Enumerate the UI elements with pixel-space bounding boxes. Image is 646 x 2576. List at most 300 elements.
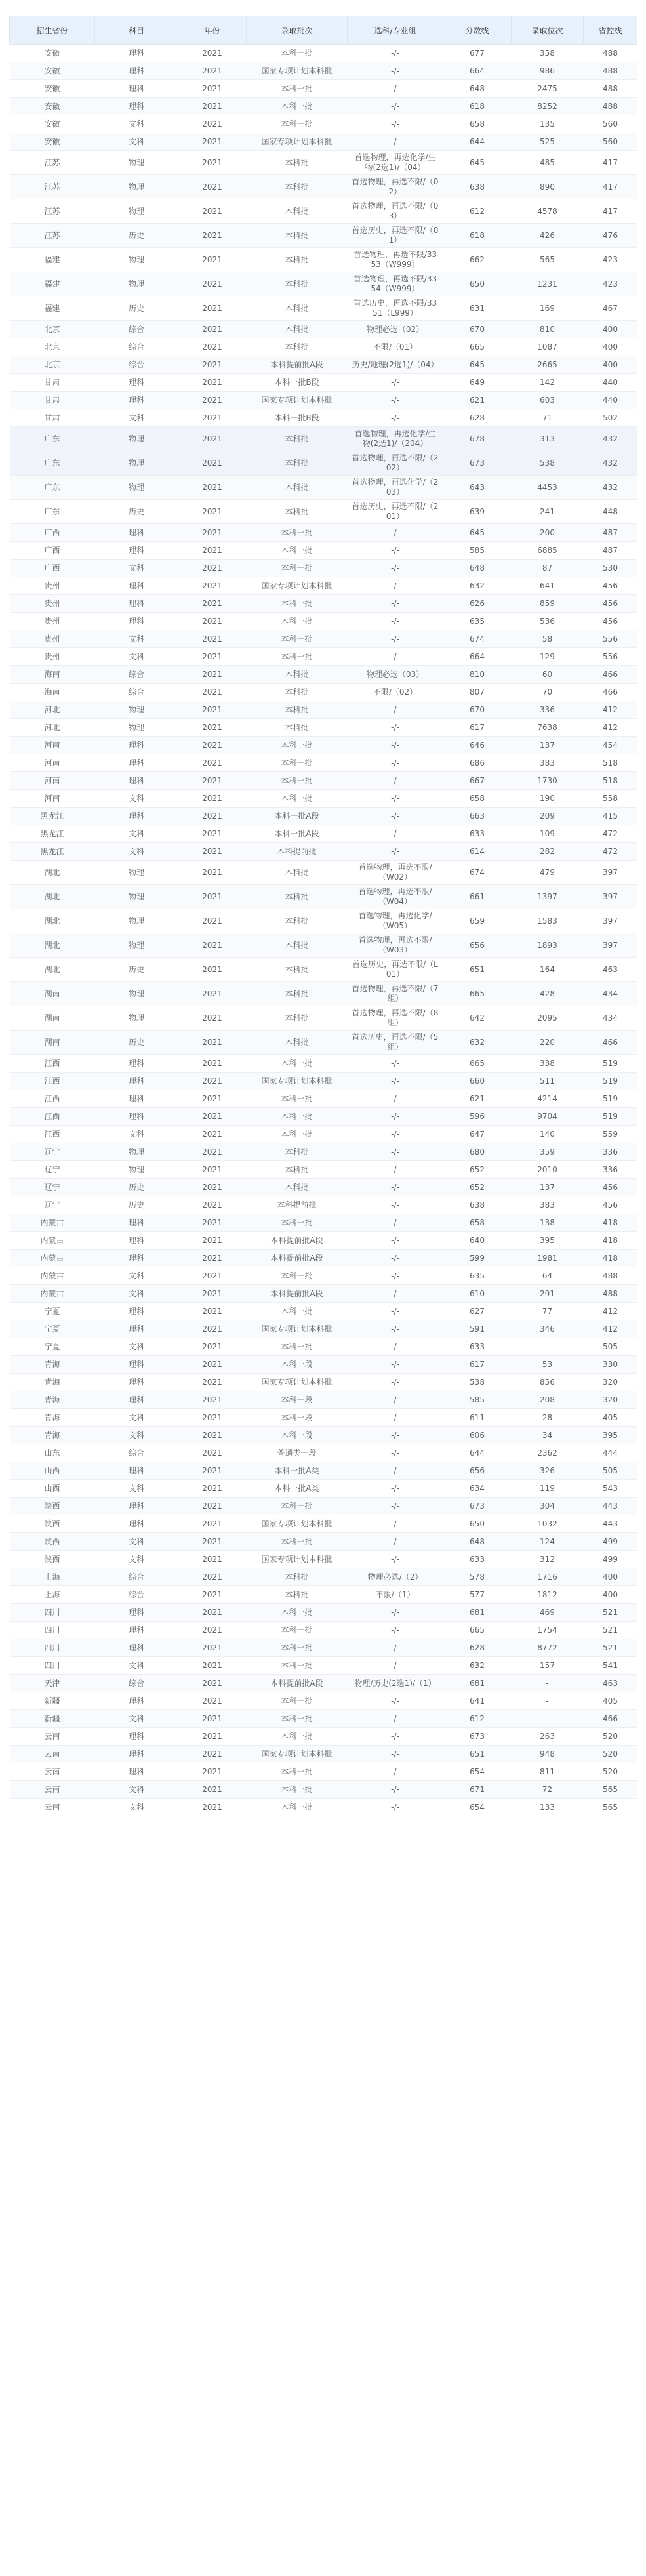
table-cell: 云南: [10, 1781, 95, 1799]
table-cell: 2021: [178, 1710, 247, 1728]
table-cell: 2021: [178, 701, 247, 719]
table-cell: 641: [512, 577, 584, 595]
table-cell: 346: [512, 1320, 584, 1338]
table-row: [10, 1338, 637, 1356]
table-cell: 江西: [10, 1126, 95, 1143]
table-row: [10, 115, 637, 133]
table-cell: 664: [443, 62, 512, 80]
table-cell: 青海: [10, 1409, 95, 1427]
table-cell: 336: [512, 701, 584, 719]
table-cell: 432: [584, 476, 637, 500]
table-cell: 520: [584, 1763, 637, 1781]
table-cell: 理科: [95, 524, 178, 542]
table-cell: 江苏: [10, 199, 95, 224]
table-row: [10, 1391, 637, 1409]
table-row: [10, 885, 637, 909]
table-cell: -: [512, 1710, 584, 1728]
table-cell: 理科: [95, 1108, 178, 1126]
table-cell: 400: [584, 356, 637, 374]
table-cell: 2021: [178, 1498, 247, 1515]
table-row: [10, 1657, 637, 1675]
table-cell: 1087: [512, 338, 584, 356]
table-cell: 674: [443, 861, 512, 885]
table-cell: 418: [584, 1250, 637, 1267]
table-cell: 444: [584, 1444, 637, 1462]
table-cell: 本科批: [247, 500, 348, 524]
table-cell: 理科: [95, 754, 178, 772]
table-cell: 133: [512, 1799, 584, 1816]
table-cell: 2021: [178, 1108, 247, 1126]
table-row: [10, 613, 637, 630]
table-row: [10, 1006, 637, 1031]
table-cell: 665: [443, 1055, 512, 1073]
table-cell: 文科: [95, 560, 178, 577]
table-cell: -/-: [348, 62, 443, 80]
table-cell: -/-: [348, 1781, 443, 1799]
table-cell: 首选物理，再选不限/（202）: [348, 451, 443, 476]
table-cell: 广东: [10, 500, 95, 524]
table-cell: 645: [443, 524, 512, 542]
table-row: [10, 1303, 637, 1320]
table-cell: 文科: [95, 1551, 178, 1568]
table-row: [10, 595, 637, 613]
table-cell: 历史: [95, 224, 178, 248]
table-cell: 2021: [178, 1427, 247, 1444]
table-cell: 2021: [178, 524, 247, 542]
table-cell: 理科: [95, 1374, 178, 1391]
table-row: [10, 1196, 637, 1214]
table-row: [10, 1108, 637, 1126]
table-cell: 本科批: [247, 701, 348, 719]
table-cell: 理科: [95, 1604, 178, 1622]
table-cell: 理科: [95, 1320, 178, 1338]
table-cell: 2021: [178, 790, 247, 808]
table-cell: 648: [443, 80, 512, 98]
table-row: [10, 1320, 637, 1338]
table-cell: 辽宁: [10, 1179, 95, 1196]
table-cell: -/-: [348, 737, 443, 754]
table-cell: 397: [584, 933, 637, 958]
table-cell: 488: [584, 1285, 637, 1303]
table-cell: 国家专项计划本科批: [247, 392, 348, 409]
table-cell: 320: [584, 1374, 637, 1391]
table-row: [10, 1427, 637, 1444]
table-cell: 2021: [178, 666, 247, 684]
table-cell: 635: [443, 1267, 512, 1285]
table-row: [10, 1267, 637, 1285]
table-cell: 428: [512, 982, 584, 1006]
table-row: [10, 1126, 637, 1143]
table-cell: 810: [512, 321, 584, 338]
table-cell: 405: [584, 1692, 637, 1710]
table-cell: 659: [443, 909, 512, 933]
table-cell: 479: [512, 861, 584, 885]
table-cell: 612: [443, 199, 512, 224]
table-body: [10, 45, 637, 1816]
table-cell: 本科一批: [247, 45, 348, 62]
table-cell: 417: [584, 151, 637, 175]
table-cell: 内蒙古: [10, 1285, 95, 1303]
table-cell: 565: [584, 1799, 637, 1816]
table-cell: 2021: [178, 1055, 247, 1073]
table-cell: 本科提前批: [247, 843, 348, 861]
table-cell: 412: [584, 1320, 637, 1338]
table-cell: 贵州: [10, 613, 95, 630]
table-row: [10, 133, 637, 151]
table-cell: -/-: [348, 1639, 443, 1657]
table-cell: 本科一批: [247, 754, 348, 772]
table-cell: 首选物理，再选不限/（W03）: [348, 933, 443, 958]
table-cell: -/-: [348, 1285, 443, 1303]
table-row: [10, 754, 637, 772]
table-cell: 理科: [95, 613, 178, 630]
table-cell: 首选物理，再选化学/（W05）: [348, 909, 443, 933]
table-cell: 525: [512, 133, 584, 151]
table-row: [10, 982, 637, 1006]
table-cell: 本科一批: [247, 1622, 348, 1639]
table-cell: 湖北: [10, 885, 95, 909]
table-cell: -/-: [348, 1250, 443, 1267]
table-cell: 理科: [95, 1498, 178, 1515]
table-row: [10, 1498, 637, 1515]
table-cell: 物理: [95, 1006, 178, 1031]
table-cell: -/-: [348, 560, 443, 577]
table-cell: 2021: [178, 1462, 247, 1480]
table-cell: 617: [443, 1356, 512, 1374]
table-cell: 新疆: [10, 1692, 95, 1710]
table-cell: 1754: [512, 1622, 584, 1639]
table-cell: 理科: [95, 80, 178, 98]
table-cell: 青海: [10, 1391, 95, 1409]
table-row: [10, 790, 637, 808]
table-cell: 2021: [178, 577, 247, 595]
table-cell: 2021: [178, 476, 247, 500]
table-cell: 505: [584, 1338, 637, 1356]
table-cell: 2021: [178, 754, 247, 772]
table-cell: 2095: [512, 1006, 584, 1031]
table-cell: 2021: [178, 1746, 247, 1763]
table-row: [10, 1374, 637, 1391]
table-cell: -/-: [348, 790, 443, 808]
table-cell: 7638: [512, 719, 584, 737]
table-cell: 本科批: [247, 666, 348, 684]
table-cell: 理科: [95, 1055, 178, 1073]
table-cell: 456: [584, 1179, 637, 1196]
column-header: 招生省份: [10, 16, 95, 45]
table-cell: 本科批: [247, 1143, 348, 1161]
table-cell: 综合: [95, 1568, 178, 1586]
table-cell: 首选历史，再选不限/（201）: [348, 500, 443, 524]
table-cell: 432: [584, 451, 637, 476]
table-cell: -/-: [348, 1196, 443, 1214]
table-cell: -/-: [348, 1710, 443, 1728]
table-cell: 本科一批: [247, 1214, 348, 1232]
table-cell: 黑龙江: [10, 825, 95, 843]
table-cell: 434: [584, 982, 637, 1006]
table-cell: 本科一批: [247, 1108, 348, 1126]
table-cell: 651: [443, 1746, 512, 1763]
table-cell: -/-: [348, 133, 443, 151]
table-cell: 2665: [512, 356, 584, 374]
table-row: [10, 1533, 637, 1551]
table-cell: 山东: [10, 1444, 95, 1462]
table-cell: 667: [443, 772, 512, 790]
table-cell: 2021: [178, 1006, 247, 1031]
table-row: [10, 45, 637, 62]
table-cell: 物理必选（03）: [348, 666, 443, 684]
table-cell: 418: [584, 1214, 637, 1232]
table-cell: 538: [443, 1374, 512, 1391]
table-cell: 541: [584, 1657, 637, 1675]
column-header: 录取位次: [512, 16, 584, 45]
table-row: [10, 1285, 637, 1303]
table-cell: 本科一批: [247, 1604, 348, 1622]
table-row: [10, 151, 637, 175]
table-cell: 福建: [10, 296, 95, 321]
table-cell: 广东: [10, 427, 95, 451]
table-cell: 本科批: [247, 1568, 348, 1586]
table-cell: 文科: [95, 1126, 178, 1143]
table-cell: 海南: [10, 666, 95, 684]
table-cell: 理科: [95, 374, 178, 392]
table-cell: -/-: [348, 1143, 443, 1161]
table-cell: 640: [443, 1232, 512, 1250]
table-cell: 物理: [95, 248, 178, 272]
table-cell: 山西: [10, 1480, 95, 1498]
table-cell: 681: [443, 1675, 512, 1692]
table-cell: 560: [584, 115, 637, 133]
table-cell: 635: [443, 613, 512, 630]
table-cell: 理科: [95, 98, 178, 115]
table-cell: 本科一批: [247, 560, 348, 577]
table-cell: 559: [584, 1126, 637, 1143]
table-cell: 国家专项计划本科批: [247, 1073, 348, 1090]
table-cell: 521: [584, 1604, 637, 1622]
table-cell: 理科: [95, 1214, 178, 1232]
table-cell: 不限/（1）: [348, 1586, 443, 1604]
table-cell: 2021: [178, 248, 247, 272]
table-cell: 本科一批: [247, 648, 348, 666]
table-cell: 432: [584, 427, 637, 451]
table-cell: 首选历史，再选不限/3351（L999）: [348, 296, 443, 321]
table-cell: 不限/（01）: [348, 338, 443, 356]
table-cell: 物理: [95, 476, 178, 500]
table-cell: 云南: [10, 1763, 95, 1781]
table-cell: 本科批: [247, 1179, 348, 1196]
table-cell: 157: [512, 1657, 584, 1675]
table-cell: 670: [443, 321, 512, 338]
table-cell: -: [512, 1675, 584, 1692]
table-cell: 686: [443, 754, 512, 772]
table-cell: 811: [512, 1763, 584, 1781]
table-cell: -/-: [348, 1515, 443, 1533]
table-cell: 理科: [95, 1728, 178, 1746]
table-cell: -/-: [348, 1498, 443, 1515]
table-cell: 648: [443, 560, 512, 577]
table-cell: 412: [584, 719, 637, 737]
table-cell: 469: [512, 1604, 584, 1622]
table-cell: 国家专项计划本科批: [247, 1746, 348, 1763]
table-row: [10, 1250, 637, 1267]
table-cell: 2021: [178, 1232, 247, 1250]
table-cell: 本科一批: [247, 1498, 348, 1515]
table-cell: -/-: [348, 392, 443, 409]
table-cell: -/-: [348, 1391, 443, 1409]
table-row: [10, 861, 637, 885]
table-cell: 文科: [95, 825, 178, 843]
table-cell: -/-: [348, 1746, 443, 1763]
table-cell: 理科: [95, 542, 178, 560]
table-cell: -/-: [348, 719, 443, 737]
table-row: [10, 1214, 637, 1232]
table-cell: 1397: [512, 885, 584, 909]
table-cell: 2021: [178, 648, 247, 666]
table-cell: 本科批: [247, 451, 348, 476]
table-cell: 文科: [95, 1480, 178, 1498]
table-cell: 本科批: [247, 982, 348, 1006]
table-cell: 807: [443, 684, 512, 701]
table-row: [10, 1781, 637, 1799]
table-cell: 466: [584, 1710, 637, 1728]
table-cell: 626: [443, 595, 512, 613]
table-row: [10, 1746, 637, 1763]
table-cell: 644: [443, 1444, 512, 1462]
table-cell: 黑龙江: [10, 843, 95, 861]
table-cell: 336: [584, 1143, 637, 1161]
table-cell: 2021: [178, 45, 247, 62]
table-row: [10, 1692, 637, 1710]
table-cell: 本科一批: [247, 790, 348, 808]
table-row: [10, 701, 637, 719]
table-cell: 文科: [95, 1710, 178, 1728]
table-row: [10, 374, 637, 392]
table-row: [10, 684, 637, 701]
table-cell: 2021: [178, 560, 247, 577]
table-cell: 890: [512, 175, 584, 199]
table-cell: 2021: [178, 1515, 247, 1533]
table-cell: 国家专项计划本科批: [247, 1551, 348, 1568]
table-cell: 2021: [178, 1551, 247, 1568]
table-cell: -/-: [348, 409, 443, 427]
table-cell: 四川: [10, 1639, 95, 1657]
table-cell: 宁夏: [10, 1303, 95, 1320]
table-cell: 2021: [178, 1657, 247, 1675]
table-cell: 理科: [95, 1303, 178, 1320]
table-cell: 320: [584, 1391, 637, 1409]
table-cell: 405: [584, 1409, 637, 1427]
table-cell: 633: [443, 825, 512, 843]
table-cell: 2021: [178, 684, 247, 701]
table-cell: 理科: [95, 45, 178, 62]
table-cell: 理科: [95, 392, 178, 409]
table-cell: -/-: [348, 1604, 443, 1622]
table-cell: 466: [584, 666, 637, 684]
table-cell: 本科一段: [247, 1356, 348, 1374]
table-cell: 首选物理，再选不限/（02）: [348, 175, 443, 199]
table-cell: 137: [512, 1179, 584, 1196]
table-cell: 632: [443, 1031, 512, 1055]
table-cell: 2021: [178, 392, 247, 409]
table-cell: 综合: [95, 356, 178, 374]
table-cell: 历史: [95, 500, 178, 524]
table-cell: -/-: [348, 1320, 443, 1338]
table-cell: 488: [584, 62, 637, 80]
table-cell: 633: [443, 1338, 512, 1356]
table-cell: 423: [584, 272, 637, 296]
table-cell: 本科一批: [247, 524, 348, 542]
table-cell: 4214: [512, 1090, 584, 1108]
table-cell: 119: [512, 1480, 584, 1498]
table-cell: 首选物理，再选不限/（W02）: [348, 861, 443, 885]
table-cell: 2021: [178, 62, 247, 80]
table-cell: 河北: [10, 719, 95, 737]
table-cell: 487: [584, 524, 637, 542]
table-cell: 本科批: [247, 321, 348, 338]
table-cell: 488: [584, 1267, 637, 1285]
table-cell: 物理: [95, 199, 178, 224]
table-cell: 397: [584, 909, 637, 933]
table-cell: 2021: [178, 1267, 247, 1285]
table-row: [10, 392, 637, 409]
table-cell: 物理: [95, 451, 178, 476]
table-cell: 内蒙古: [10, 1267, 95, 1285]
table-cell: 理科: [95, 1692, 178, 1710]
table-cell: 487: [584, 542, 637, 560]
table-cell: 本科一批: [247, 1639, 348, 1657]
table-cell: -/-: [348, 542, 443, 560]
table-cell: 本科批: [247, 224, 348, 248]
table-cell: 首选物理，再选不限/（W04）: [348, 885, 443, 909]
table-cell: 336: [584, 1161, 637, 1179]
table-cell: 519: [584, 1090, 637, 1108]
table-cell: 江苏: [10, 175, 95, 199]
table-cell: 520: [584, 1728, 637, 1746]
table-cell: 443: [584, 1498, 637, 1515]
table-cell: 2021: [178, 1639, 247, 1657]
table-cell: 2021: [178, 1320, 247, 1338]
table-cell: 2021: [178, 1143, 247, 1161]
table-cell: 物理: [95, 151, 178, 175]
table-cell: 466: [584, 1031, 637, 1055]
table-cell: 本科一批: [247, 1303, 348, 1320]
table-cell: 本科一批: [247, 772, 348, 790]
table-cell: 2021: [178, 982, 247, 1006]
table-cell: 理科: [95, 1073, 178, 1090]
table-cell: 519: [584, 1055, 637, 1073]
table-cell: 安徽: [10, 133, 95, 151]
table-cell: 河南: [10, 737, 95, 754]
table-cell: 628: [443, 1639, 512, 1657]
table-cell: -: [512, 1338, 584, 1356]
table-cell: 山西: [10, 1462, 95, 1480]
table-cell: 国家专项计划本科批: [247, 577, 348, 595]
table-cell: 物理: [95, 861, 178, 885]
table-cell: 2021: [178, 98, 247, 115]
table-row: [10, 409, 637, 427]
table-cell: 物理: [95, 272, 178, 296]
table-cell: 宁夏: [10, 1320, 95, 1338]
table-cell: 福建: [10, 248, 95, 272]
table-cell: 856: [512, 1374, 584, 1391]
table-cell: -/-: [348, 1533, 443, 1551]
table-cell: -/-: [348, 98, 443, 115]
table-cell: 400: [584, 321, 637, 338]
table-cell: 560: [584, 133, 637, 151]
table-cell: 656: [443, 1462, 512, 1480]
table-cell: 4453: [512, 476, 584, 500]
table-cell: 621: [443, 392, 512, 409]
table-cell: 北京: [10, 321, 95, 338]
